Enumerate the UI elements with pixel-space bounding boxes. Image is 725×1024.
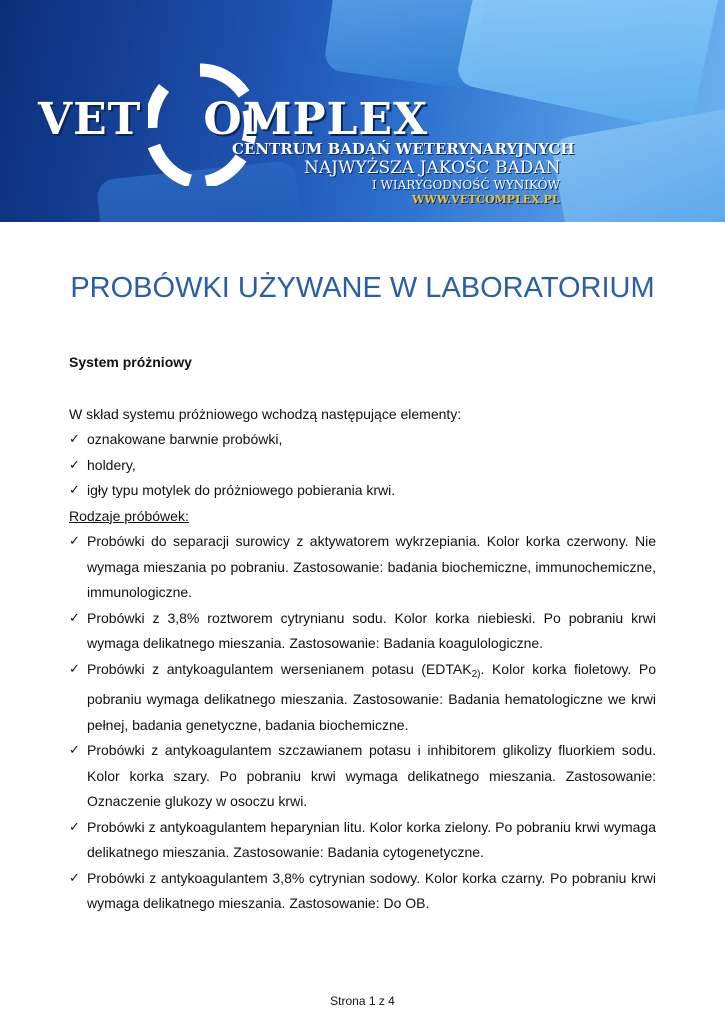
list-item-text: igły typu motylek do próżniowego pobierania krwi.: [87, 482, 396, 498]
list-item: [69, 529, 656, 606]
page-number: Strona 1 z 4: [330, 994, 395, 1008]
list-item-text: Probówki z antykoagulantem szczawianem potasu i inhibitorem glikolizy fluorkiem sodu. Kolor korka szary. Po pobraniu krwi wymaga delikatnego mieszania. Zastosowanie: Oznaczenie glukozy w osoczu krwi.: [87, 742, 656, 809]
brand-name: [38, 96, 428, 144]
header-banner: [0, 0, 725, 222]
check-icon: ✓: [69, 743, 80, 758]
tagline-reliability: I WIARYGODNOŚĆ WYNIKÓW: [372, 178, 560, 192]
page-title: PROBÓWKI UŻYWANE W LABORATORIUM: [70, 272, 655, 304]
check-icon: ✓: [69, 457, 80, 473]
edta-text-after: . Kolor korka fioletowy. Po pobraniu wymaga delikatnego mieszania. Zastosowanie: Badania hematologiczne we krwi pełnej, badania genetyczne, badania biochemiczne.: [87, 660, 657, 733]
list-item: [69, 606, 656, 657]
check-icon: ✓: [69, 483, 80, 498]
edta-text-before: Probówki z antykoagulantem wersenianem potasu (EDTAK: [87, 660, 472, 677]
elements-list: [69, 427, 656, 504]
list-item: [69, 478, 656, 504]
document-body: [69, 350, 656, 917]
list-item-text: holdery,: [87, 456, 136, 473]
tagline-quality: NAJWYŻSZA JAKOŚC BADAN: [304, 158, 561, 178]
check-icon: ✓: [69, 534, 80, 549]
tube-types-list: [69, 529, 656, 917]
section-heading: System próżniowy: [69, 354, 192, 370]
list-item-text: Probówki z antykoagulantem heparynian litu. Kolor korka zielony. Po pobraniu krwi wymaga delikatnego mieszania. Zastosowanie: Badania cytogenetyczne.: [87, 818, 656, 860]
list-item-text: Probówki z 3,8% roztworem cytrynianu sodu. Kolor korka niebieski. Po pobraniu krwi wymaga delikatnego mieszania. Zastosowanie: Badania koagulologiczne.: [87, 609, 656, 651]
list-item: [69, 738, 656, 815]
list-item-text: oznakowane barwnie probówki,: [87, 431, 283, 447]
list-item: [69, 866, 656, 917]
list-item: [69, 427, 656, 453]
decorative-shape: [455, 0, 725, 133]
check-icon: ✓: [69, 610, 80, 626]
check-icon: ✓: [69, 870, 80, 886]
edta-subscript: 2): [471, 668, 481, 680]
brand-right: OMPLEX: [203, 94, 429, 145]
check-icon: ✓: [69, 661, 80, 677]
intro-text: W skład systemu próżniowego wchodzą następujące elementy:: [69, 405, 462, 422]
brand-left: VET: [38, 94, 142, 145]
check-icon: ✓: [69, 819, 80, 835]
list-item: [69, 657, 656, 739]
list-item-text: Probówki do separacji surowicy z aktywatorem wykrzepiania. Kolor korka czerwony. Nie wymaga mieszania po pobraniu. Zastosowanie: badania biochemiczne, immunochemiczne, immunologiczne.: [87, 533, 656, 600]
list-item: [69, 453, 656, 479]
list-item: [69, 815, 656, 866]
check-icon: ✓: [69, 432, 80, 447]
list-item-text: Probówki z antykoagulantem 3,8% cytrynian sodowy. Kolor korka czarny. Po pobraniu krwi wymaga delikatnego mieszania. Zastosowanie: Do OB.: [87, 869, 656, 911]
tagline-centrum: CENTRUM BADAŃ WETERYNARYJNYCH: [232, 140, 575, 158]
types-heading: Rodzaje próbówek:: [69, 507, 189, 524]
website-link[interactable]: WWW.VETCOMPLEX.PL: [412, 193, 560, 206]
